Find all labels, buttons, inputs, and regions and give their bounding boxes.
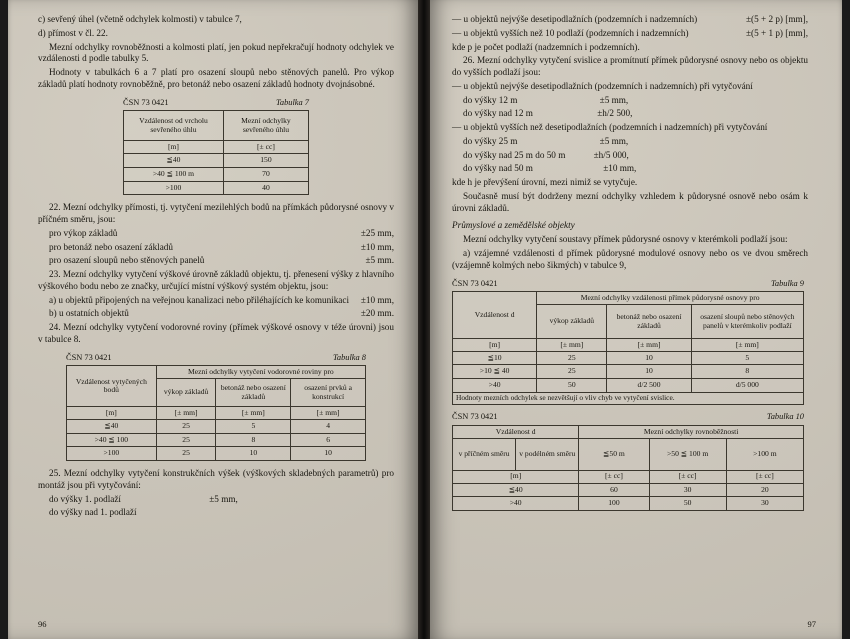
table-10-r0c3: 30 bbox=[649, 483, 726, 497]
table-10-caption: Tabulka 10 bbox=[766, 412, 804, 422]
article-23-number: 23. bbox=[49, 269, 61, 280]
table-row bbox=[453, 351, 804, 365]
table-8-standard: ČSN 73 0421 bbox=[66, 352, 112, 362]
article-22-item-0-label: pro výkop základů bbox=[49, 227, 118, 238]
article-26-g1-item-2 bbox=[452, 163, 808, 175]
table-10-standard: ČSN 73 0421 bbox=[452, 412, 498, 422]
table-9-r2c2: 50 bbox=[537, 379, 607, 393]
table-10-col1-group: Vzdálenost d bbox=[453, 426, 579, 439]
table-row bbox=[124, 167, 309, 181]
item-d: d) přímost v čl. 22. bbox=[38, 27, 108, 38]
g0-item-1-label: do výšky nad 12 m bbox=[463, 108, 533, 119]
table-7-unit-right: [± cc] bbox=[223, 141, 308, 154]
article-22-item-0-value: ±25 mm, bbox=[360, 227, 394, 238]
table-7-caption: Tabulka 7 bbox=[276, 97, 309, 107]
article-24-number: 24. bbox=[49, 322, 61, 333]
article-24 bbox=[38, 322, 394, 346]
after-list-text: kde p je počet podlaží (nadzemních i podzemních). bbox=[452, 41, 640, 52]
table-8-range-2: >100 bbox=[67, 447, 157, 461]
left-column bbox=[38, 14, 394, 521]
article-22-item-2 bbox=[38, 255, 394, 267]
top-list-item-0-label: — u objektů nejvýše desetipodlažních (podzemních i nadzemních) bbox=[452, 14, 698, 24]
table-row bbox=[453, 483, 804, 497]
table-7 bbox=[123, 110, 309, 195]
g1-item-2-value: ±10 mm, bbox=[603, 163, 637, 174]
table-8-wrapper bbox=[38, 353, 394, 461]
table-10-group-header: Mezní odchylky rovnoběžnosti bbox=[579, 426, 804, 439]
table-10-col4-header: >100 m bbox=[726, 438, 803, 470]
article-22 bbox=[38, 202, 394, 226]
table-9-col4-header: osazení sloupů nebo stěnových panelů v kterémkoliv podlaží bbox=[691, 305, 803, 339]
table-8-r1c2: 25 bbox=[156, 433, 216, 447]
article-25-item-0-value: ±5 mm, bbox=[209, 493, 238, 504]
table-9-r2c4: d/5 000 bbox=[691, 379, 803, 393]
table-7-header-left: Vzdálenost od vrcholu sevřeného úhlu bbox=[124, 111, 224, 141]
table-7-standard: ČSN 73 0421 bbox=[123, 97, 169, 107]
table-9-unit-col1: [m] bbox=[453, 339, 537, 352]
table-8-r1c4: 6 bbox=[291, 433, 366, 447]
article-24-text: Mezní odchylky vytyčení vodorovné roviny (přímek výškové osnovy v téže úrovni) jsou v tabulce 8. bbox=[38, 322, 394, 344]
table-8-col2-header: výkop základů bbox=[156, 379, 216, 407]
table-8-r2c3: 10 bbox=[216, 447, 291, 461]
table-8-r2c4: 10 bbox=[291, 447, 366, 461]
table-8 bbox=[66, 365, 366, 461]
article-25-item-1-label: do výšky nad 1. podlaží bbox=[49, 507, 137, 518]
top-list-item-0 bbox=[452, 14, 808, 26]
table-10-unit-col4: [± cc] bbox=[726, 470, 803, 483]
table-8-unit-col4: [± mm] bbox=[291, 407, 366, 420]
table-9-r1c3: 10 bbox=[607, 365, 691, 379]
table-7-header-right: Mezní odchylky sevřeného úhlu bbox=[223, 111, 308, 141]
table-9-r1c4: 8 bbox=[691, 365, 803, 379]
top-list-item-1-value: ±(5 + 1 p) [mm], bbox=[745, 27, 808, 38]
table-8-unit-col2: [± mm] bbox=[156, 407, 216, 420]
table-row bbox=[124, 181, 309, 195]
article-23-item-0-value: ±10 mm, bbox=[360, 294, 394, 305]
table-9-r0c3: 10 bbox=[607, 351, 691, 365]
table-10 bbox=[452, 425, 804, 511]
table-10-col2-header: ≦50 m bbox=[579, 438, 649, 470]
table-8-range-0: ≦40 bbox=[67, 419, 157, 433]
right-column bbox=[452, 14, 808, 518]
table-7-unit-left: [m] bbox=[124, 141, 224, 154]
table-9-group-header: Mezní odchylky vzdálenosti přímek půdorysné osnovy pro bbox=[537, 292, 804, 305]
section-item-a: a) vzájemné vzdálenosti d přímek půdorysné modulové osnovy nebo os ve dvou směrech (vzájemně kolmých nebo šikmých) v tabulce 9, bbox=[452, 248, 808, 270]
table-9-wrapper bbox=[452, 279, 808, 406]
section-title: Průmyslové a zemědělské objekty bbox=[452, 220, 575, 231]
table-8-r2c2: 25 bbox=[156, 447, 216, 461]
article-23 bbox=[38, 269, 394, 293]
table-9-standard: ČSN 73 0421 bbox=[452, 278, 498, 288]
table-9 bbox=[452, 291, 804, 405]
page-number-right: 97 bbox=[807, 619, 816, 629]
article-25-item-0-label: do výšky 1. podlaží bbox=[49, 493, 121, 504]
right-page bbox=[430, 0, 842, 639]
table-9-unit-col2: [± mm] bbox=[537, 339, 607, 352]
article-26-after: kde h je převýšení úrovní, mezi nimiž se vytyčuje. bbox=[452, 177, 638, 188]
table-8-r0c2: 25 bbox=[156, 419, 216, 433]
table-8-r1c3: 8 bbox=[216, 433, 291, 447]
table-row bbox=[67, 433, 366, 447]
table-row bbox=[453, 497, 804, 511]
article-26-g1-item-1 bbox=[452, 150, 808, 162]
table-8-col1-header: Vzdálenost vytyčených bodů bbox=[67, 366, 157, 407]
table-9-range-2: >40 bbox=[453, 379, 537, 393]
table-7-wrapper bbox=[38, 98, 394, 196]
article-26-text: Mezní odchylky vytyčení svislice a promítnutí přímek půdorysné osnovy nebo os objektu do vyšších podlaží jsou: bbox=[452, 55, 808, 78]
table-7-value-0: 150 bbox=[223, 154, 308, 168]
table-10-range-0: ≦40 bbox=[453, 483, 579, 497]
table-10-r0c2: 60 bbox=[579, 483, 649, 497]
table-8-caption: Tabulka 8 bbox=[333, 352, 366, 362]
article-23-item-0 bbox=[38, 295, 394, 307]
paragraph-values: Hodnoty v tabulkách 6 a 7 platí pro osazení sloupů nebo stěnových panelů. Pro výkop základů platí hodnoty rovnoběžně, pro betonáž nebo osazení základů hodnoty dvojnásobné. bbox=[38, 67, 394, 89]
table-10-col1a: v příčném směru bbox=[453, 438, 516, 470]
article-23-text: Mezní odchylky vytyčení výškové úrovně základů objektu, tj. přenesení výšky z hlavního výškového bodu nebo ze značky, určující místní výškový systém objektu, jsou: bbox=[38, 269, 394, 291]
article-26-g1-item-0 bbox=[452, 136, 808, 148]
g1-item-2-label: do výšky nad 50 m bbox=[463, 163, 533, 174]
section-intro: Mezní odchylky vytyčení soustavy přímek půdorysné osnovy v kterémkoli podlaží jsou: bbox=[463, 234, 788, 245]
article-26-number: 26. bbox=[463, 55, 475, 66]
article-22-number: 22. bbox=[49, 202, 61, 213]
table-9-col3-header: betonáž nebo osazení základů bbox=[607, 305, 691, 339]
table-9-unit-col3: [± mm] bbox=[607, 339, 691, 352]
article-26-g0-item-1 bbox=[452, 108, 808, 120]
table-7-value-1: 70 bbox=[223, 167, 308, 181]
table-8-range-1: >40 ≦ 100 bbox=[67, 433, 157, 447]
table-9-caption: Tabulka 9 bbox=[771, 278, 804, 288]
article-23-item-1 bbox=[38, 308, 394, 320]
article-26 bbox=[452, 55, 808, 79]
table-10-wrapper bbox=[452, 412, 808, 511]
article-23-item-1-value: ±20 mm. bbox=[360, 308, 394, 319]
table-8-r0c3: 5 bbox=[216, 419, 291, 433]
g1-item-1-value: ±h/5 000, bbox=[593, 149, 629, 160]
table-row bbox=[67, 447, 366, 461]
article-25-text: Mezní odchylky vytyčení konstrukčních výšek (výškových skladebných parametrů) pro montáž jsou při vytyčování: bbox=[38, 467, 394, 490]
table-9-range-1: >10 ≦ 40 bbox=[453, 365, 537, 379]
article-23-item-1-label: b) u ostatních objektů bbox=[49, 308, 129, 319]
table-9-r0c2: 25 bbox=[537, 351, 607, 365]
table-7-range-2: >100 bbox=[124, 181, 224, 195]
article-26-after2: Současně musí být dodrženy mezní odchylky vzhledem k půdorysné osnově nebo osám k úrovni základů. bbox=[452, 190, 808, 213]
table-8-group-header: Mezní odchylky vytyčení vodorovné roviny pro bbox=[156, 366, 365, 379]
g1-item-1-label: do výšky nad 25 m do 50 m bbox=[463, 149, 566, 160]
table-8-col3-header: betonáž nebo osazení základů bbox=[216, 379, 291, 407]
g0-item-1-value: ±h/2 500, bbox=[597, 108, 633, 119]
g0-item-0-value: ±5 mm, bbox=[599, 94, 629, 105]
article-25-item-1 bbox=[38, 507, 394, 519]
table-9-col2-header: výkop základů bbox=[537, 305, 607, 339]
article-26-g0-item-0 bbox=[452, 95, 808, 107]
page-number-left: 96 bbox=[38, 619, 47, 629]
table-9-note: Hodnoty mezních odchylek se nezvětšují o vliv chyb ve vytyčení svislice. bbox=[453, 392, 804, 405]
table-10-unit-col3: [± cc] bbox=[649, 470, 726, 483]
top-list-item-1-label: — u objektů vyšších než 10 podlaží (podzemních i nadzemních) bbox=[452, 27, 689, 38]
table-10-unit-col2: [± cc] bbox=[579, 470, 649, 483]
g1-item-0-value: ±5 mm, bbox=[599, 135, 629, 146]
table-row bbox=[124, 154, 309, 168]
table-8-unit-col1: [m] bbox=[67, 407, 157, 420]
top-list-item-1 bbox=[452, 28, 808, 40]
g0-item-0-label: do výšky 12 m bbox=[463, 94, 518, 105]
article-22-text: Mezní odchylky přímosti, tj. vytyčení mezilehlých bodů na přímkách půdorysné osnovy v příčném směru, jsou: bbox=[38, 202, 394, 224]
table-10-col3-header: >50 ≦ 100 m bbox=[649, 438, 726, 470]
table-10-range-1: >40 bbox=[453, 497, 579, 511]
table-row bbox=[453, 379, 804, 393]
table-8-unit-col3: [± mm] bbox=[216, 407, 291, 420]
table-row bbox=[67, 419, 366, 433]
top-list-item-0-value: ±(5 + 2 p) [mm], bbox=[745, 14, 808, 24]
book-gutter bbox=[418, 0, 430, 639]
table-10-unit-col1: [m] bbox=[453, 470, 579, 483]
article-22-item-0 bbox=[38, 228, 394, 240]
left-page bbox=[8, 0, 418, 639]
article-22-item-2-label: pro osazení sloupů nebo stěnových panelů bbox=[49, 255, 205, 266]
article-22-item-1-value: ±10 mm, bbox=[360, 241, 394, 252]
article-22-item-2-value: ±5 mm. bbox=[365, 255, 394, 266]
table-8-r0c4: 4 bbox=[291, 419, 366, 433]
table-10-r0c4: 20 bbox=[726, 483, 803, 497]
table-10-r1c3: 50 bbox=[649, 497, 726, 511]
table-7-range-0: ≦40 bbox=[124, 154, 224, 168]
article-22-item-1 bbox=[38, 242, 394, 254]
table-9-r2c3: d/2 500 bbox=[607, 379, 691, 393]
article-25-number: 25. bbox=[49, 467, 61, 478]
article-22-item-1-label: pro betonáž nebo osazení základů bbox=[49, 241, 173, 252]
table-10-r1c2: 100 bbox=[579, 497, 649, 511]
table-9-r0c4: 5 bbox=[691, 351, 803, 365]
table-9-unit-col4: [± mm] bbox=[691, 339, 803, 352]
article-26-group-0-head: — u objektů nejvýše desetipodlažních (podzemních i nadzemních) při vytyčování bbox=[452, 80, 753, 91]
table-10-r1c4: 30 bbox=[726, 497, 803, 511]
table-9-range-0: ≦10 bbox=[453, 351, 537, 365]
table-7-range-1: >40 ≦ 100 m bbox=[124, 167, 224, 181]
paragraph-tolerances: Mezní odchylky rovnoběžnosti a kolmosti platí, jen pokud nepřekračují hodnoty odchylek ve vzdálenosti d podle tabulky 5. bbox=[38, 41, 394, 64]
table-7-value-2: 40 bbox=[223, 181, 308, 195]
item-c: c) sevřený úhel (včetně odchylek kolmosti) v tabulce 7, bbox=[38, 14, 242, 24]
g1-item-0-label: do výšky 25 m bbox=[463, 135, 518, 146]
article-25 bbox=[38, 468, 394, 492]
article-26-group-1-head: — u objektů vyšších než desetipodlažních (podzemních i nadzemních) při vytyčování bbox=[452, 122, 768, 133]
table-9-r1c2: 25 bbox=[537, 365, 607, 379]
article-23-item-0-label: a) u objektů připojených na veřejnou kanalizaci nebo přiléhajících ke komunikaci bbox=[49, 294, 350, 305]
table-10-col1b: v podélném směru bbox=[516, 438, 579, 470]
table-9-col1-header: Vzdálenost d bbox=[453, 292, 537, 339]
article-25-item-0 bbox=[38, 494, 394, 506]
table-row bbox=[453, 365, 804, 379]
table-8-col4-header: osazení prvků a konstrukcí bbox=[291, 379, 366, 407]
